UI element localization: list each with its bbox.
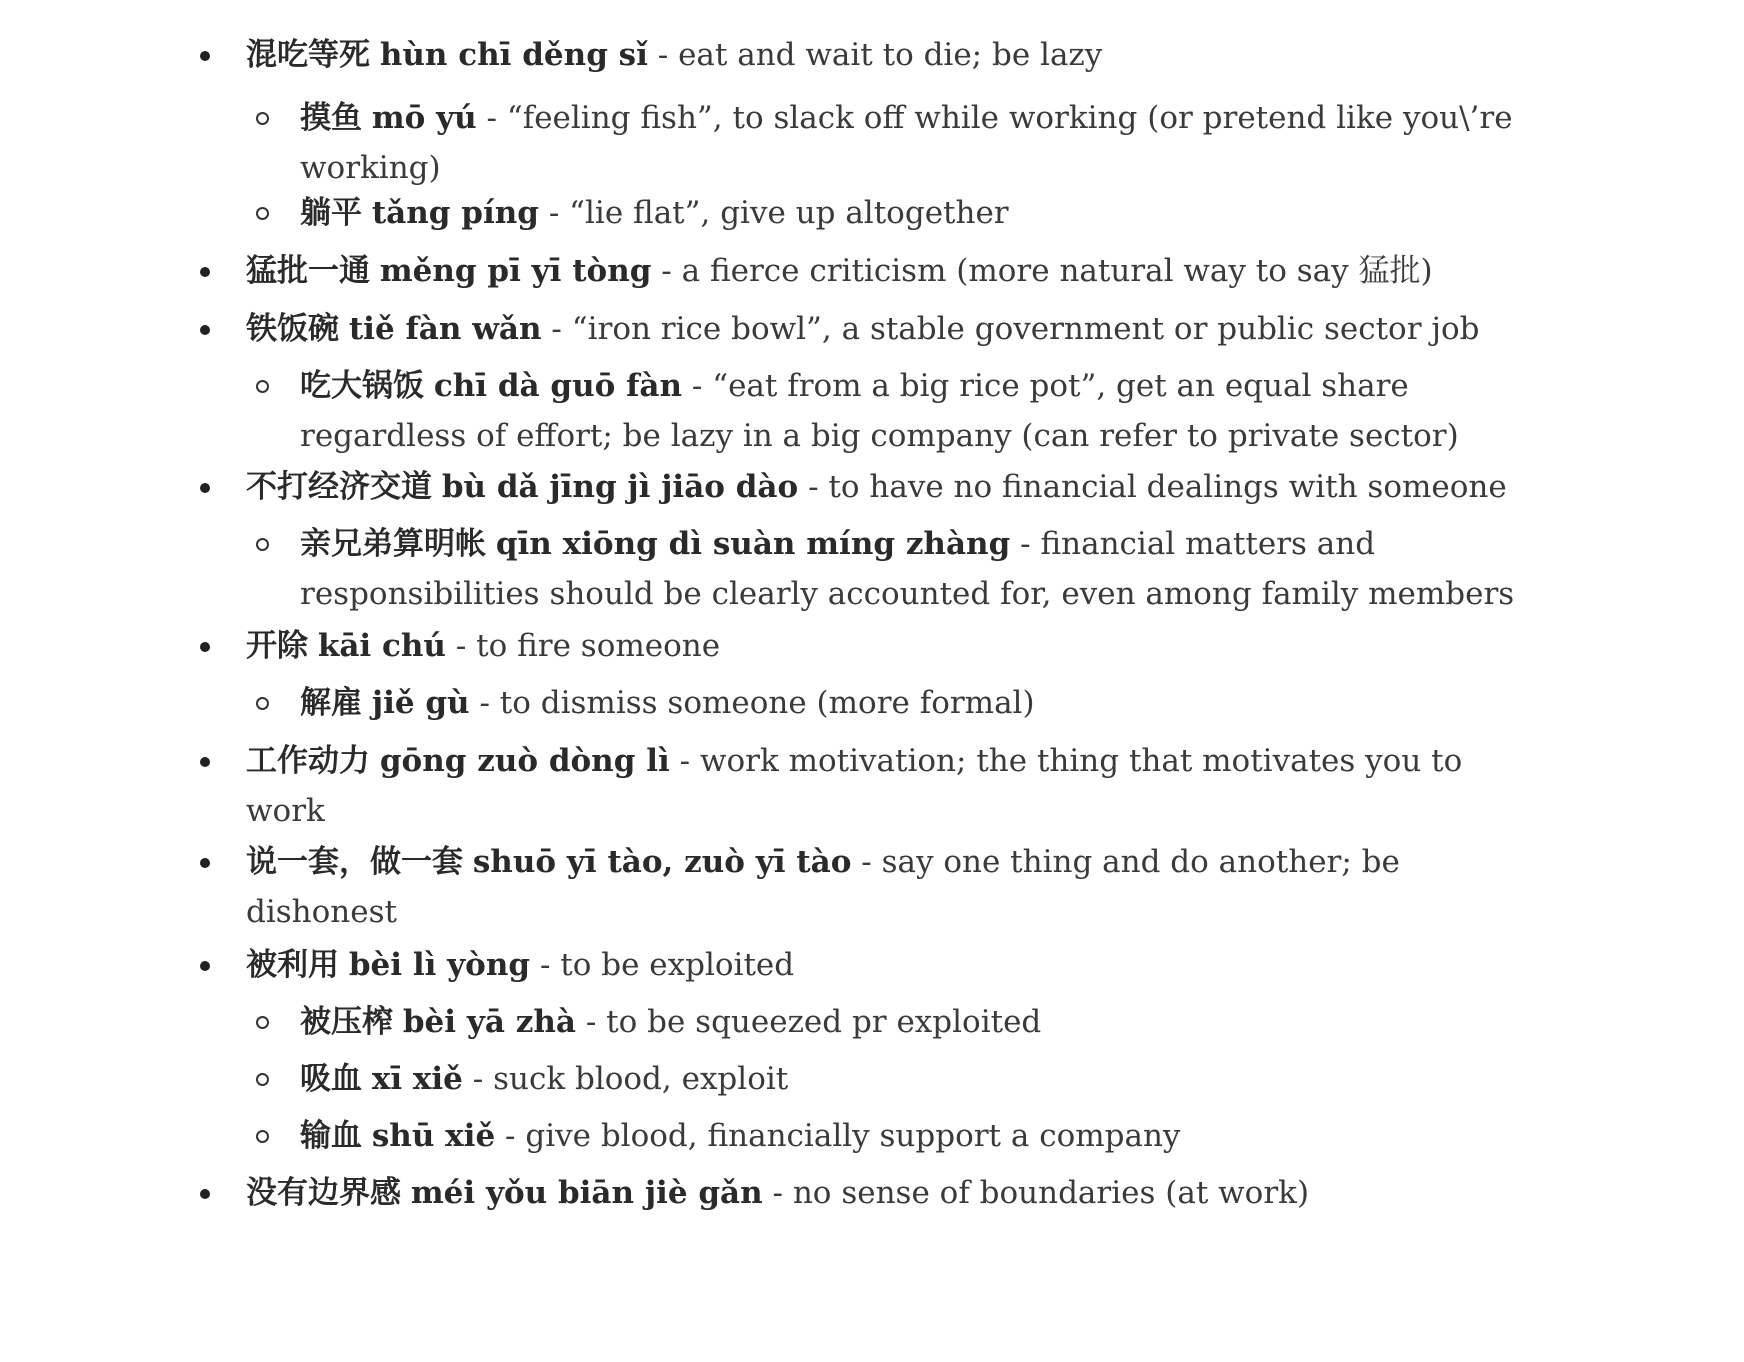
term-pinyin: bèi lì yòng bbox=[348, 947, 531, 983]
term-pinyin: měng pī yī tòng bbox=[379, 253, 652, 289]
term-hanzi: 被压榨 bbox=[300, 1004, 393, 1040]
term-pinyin: jiě gù bbox=[371, 685, 470, 721]
term-definition-continued: responsibilities should be clearly accounted for, even among family members bbox=[300, 576, 1515, 612]
bullet-circle-icon bbox=[256, 112, 269, 125]
term-pinyin: bèi yā zhà bbox=[402, 1004, 576, 1040]
term-hanzi: 混吃等死 bbox=[246, 37, 370, 73]
term-definition: - to have no financial dealings with someone bbox=[808, 469, 1507, 505]
term-definition: - to dismiss someone (more formal) bbox=[479, 685, 1035, 721]
term-hanzi: 猛批一通 bbox=[246, 253, 370, 289]
term-definition: - financial matters and bbox=[1020, 526, 1376, 562]
bullet-circle-icon bbox=[256, 697, 269, 710]
term-pinyin: qīn xiōng dì suàn míng zhàng bbox=[495, 526, 1011, 562]
term-definition: - to fire someone bbox=[455, 628, 721, 664]
bullet-disc-icon bbox=[200, 757, 210, 767]
bullet-disc-icon bbox=[200, 325, 210, 335]
term-definition: - “iron rice bowl”, a stable government or public sector job bbox=[551, 311, 1480, 347]
list-item bbox=[246, 1168, 1309, 1218]
list-item bbox=[246, 736, 1462, 836]
sub-list-item bbox=[300, 1111, 1180, 1161]
term-pinyin: mō yú bbox=[371, 100, 477, 136]
term-hanzi: 吸血 bbox=[300, 1061, 362, 1097]
term-pinyin: tǎng píng bbox=[371, 195, 539, 231]
term-pinyin: tiě fàn wǎn bbox=[348, 311, 542, 347]
term-definition: - say one thing and do another; be bbox=[861, 844, 1400, 880]
term-hanzi: 工作动力 bbox=[246, 743, 370, 779]
list-item bbox=[246, 462, 1507, 512]
sub-list-item bbox=[300, 519, 1514, 619]
term-definition: - to be squeezed pr exploited bbox=[585, 1004, 1042, 1040]
term-pinyin: shū xiě bbox=[371, 1118, 496, 1154]
bullet-circle-icon bbox=[256, 538, 269, 551]
sub-list-item bbox=[300, 678, 1035, 728]
term-hanzi: 解雇 bbox=[300, 685, 362, 721]
term-definition-continued: dishonest bbox=[246, 894, 397, 930]
term-pinyin: shuō yī tào, zuò yī tào bbox=[472, 844, 852, 880]
term-definition-continued: working) bbox=[300, 150, 441, 186]
term-definition: - a fierce criticism (more natural way to say 猛批) bbox=[661, 253, 1433, 289]
term-hanzi: 说一套，做一套 bbox=[246, 844, 463, 880]
term-pinyin: hùn chī děng sǐ bbox=[379, 37, 648, 73]
term-definition: - eat and wait to die; be lazy bbox=[657, 37, 1103, 73]
term-definition: - “lie flat”, give up altogether bbox=[548, 195, 1009, 231]
sub-list-item bbox=[300, 1054, 788, 1104]
term-hanzi: 开除 bbox=[246, 628, 308, 664]
list-item bbox=[246, 837, 1400, 937]
term-hanzi: 躺平 bbox=[300, 195, 362, 231]
term-definition: - to be exploited bbox=[539, 947, 795, 983]
bullet-circle-icon bbox=[256, 380, 269, 393]
term-definition-continued: regardless of effort; be lazy in a big company (can refer to private sector) bbox=[300, 418, 1459, 454]
sub-list-item bbox=[300, 361, 1459, 461]
list-item bbox=[246, 246, 1433, 296]
bullet-disc-icon bbox=[200, 267, 210, 277]
term-hanzi: 亲兄弟算明帐 bbox=[300, 526, 486, 562]
term-pinyin: xī xiě bbox=[371, 1061, 463, 1097]
bullet-disc-icon bbox=[200, 642, 210, 652]
term-hanzi: 输血 bbox=[300, 1118, 362, 1154]
term-hanzi: 吃大锅饭 bbox=[300, 368, 424, 404]
bullet-disc-icon bbox=[200, 483, 210, 493]
term-hanzi: 不打经济交道 bbox=[246, 469, 432, 505]
term-pinyin: bù dǎ jīng jì jiāo dào bbox=[441, 469, 799, 505]
term-pinyin: méi yǒu biān jiè gǎn bbox=[410, 1175, 763, 1211]
term-definition: - work motivation; the thing that motivates you to bbox=[679, 743, 1463, 779]
sub-list-item bbox=[300, 93, 1513, 193]
sub-list-item bbox=[300, 188, 1009, 238]
bullet-circle-icon bbox=[256, 1130, 269, 1143]
bullet-circle-icon bbox=[256, 207, 269, 220]
term-hanzi: 铁饭碗 bbox=[246, 311, 339, 347]
term-definition: - give blood, financially support a company bbox=[505, 1118, 1181, 1154]
term-definition: - no sense of boundaries (at work) bbox=[772, 1175, 1310, 1211]
bullet-disc-icon bbox=[200, 961, 210, 971]
list-item bbox=[246, 30, 1102, 80]
term-pinyin: gōng zuò dòng lì bbox=[379, 743, 670, 779]
term-definition: - suck blood, exploit bbox=[472, 1061, 789, 1097]
term-definition: - “feeling fish”, to slack off while working (or pretend like you\’re bbox=[486, 100, 1513, 136]
bullet-circle-icon bbox=[256, 1016, 269, 1029]
term-pinyin: chī dà guō fàn bbox=[433, 368, 683, 404]
term-hanzi: 没有边界感 bbox=[246, 1175, 401, 1211]
sub-list-item bbox=[300, 997, 1041, 1047]
list-item bbox=[246, 940, 794, 990]
bullet-disc-icon bbox=[200, 858, 210, 868]
list-item bbox=[246, 621, 720, 671]
bullet-circle-icon bbox=[256, 1073, 269, 1086]
list-item bbox=[246, 304, 1479, 354]
term-definition-continued: work bbox=[246, 793, 325, 829]
term-definition: - “eat from a big rice pot”, get an equal share bbox=[691, 368, 1409, 404]
term-pinyin: kāi chú bbox=[317, 628, 446, 664]
term-hanzi: 摸鱼 bbox=[300, 100, 362, 136]
bullet-disc-icon bbox=[200, 1189, 210, 1199]
bullet-disc-icon bbox=[200, 51, 210, 61]
term-hanzi: 被利用 bbox=[246, 947, 339, 983]
